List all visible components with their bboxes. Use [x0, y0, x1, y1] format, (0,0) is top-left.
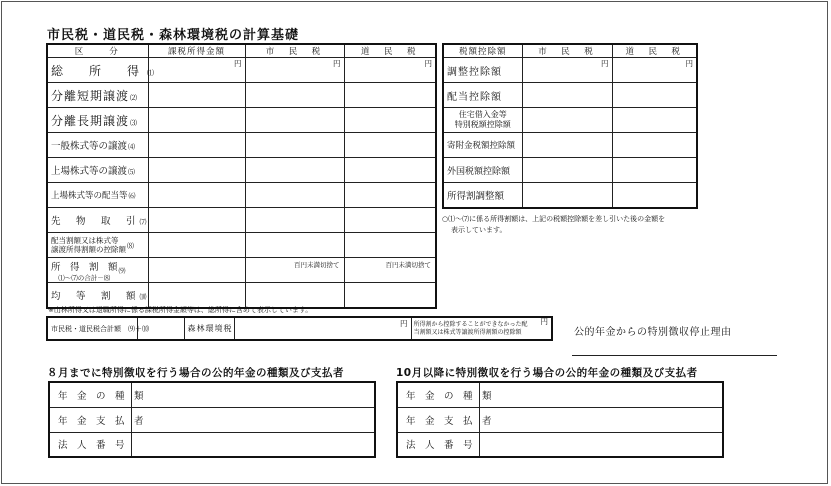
- input-cell[interactable]: [344, 208, 436, 233]
- input-cell[interactable]: 百円未満切捨て: [245, 258, 344, 283]
- table-row: [443, 108, 697, 133]
- uncollected-credit-label: 所得割から控除することができなかった配当割額又は株式等譲渡所得割額の控除額: [413, 320, 528, 336]
- tax-calculation-table: [46, 43, 437, 309]
- table-row: [443, 158, 697, 183]
- row-label: 外国税額控除額: [443, 158, 522, 183]
- input-cell[interactable]: [522, 108, 612, 133]
- header-city-tax: 市 民 税: [522, 44, 612, 58]
- field-label: 法 人 番 号: [49, 432, 131, 457]
- input-cell[interactable]: [245, 133, 344, 158]
- august-section-title: ８月までに特別徴収を行う場合の公的年金の種類及び支払者: [47, 367, 344, 379]
- input-cell[interactable]: [344, 283, 436, 308]
- input-cell[interactable]: [344, 133, 436, 158]
- table-row: [443, 83, 697, 108]
- table-row: [47, 258, 436, 283]
- input-cell[interactable]: 百円未満切捨て: [344, 258, 436, 283]
- deduction-header-row: [443, 44, 697, 58]
- table-row: [47, 133, 436, 158]
- input-cell[interactable]: [612, 83, 697, 108]
- input-cell[interactable]: [245, 158, 344, 183]
- input-cell[interactable]: [522, 83, 612, 108]
- row-label: 一般株式等の譲渡⑷: [47, 133, 148, 158]
- deduction-table: [442, 43, 698, 209]
- field-label: 法 人 番 号: [397, 432, 479, 457]
- input-cell[interactable]: [344, 233, 436, 258]
- row-label: 総 所 得⑴: [47, 58, 148, 83]
- pension-payer-field[interactable]: [131, 407, 375, 432]
- input-cell[interactable]: [344, 83, 436, 108]
- input-cell[interactable]: [148, 258, 245, 283]
- summary-table: [46, 316, 553, 341]
- input-cell[interactable]: [148, 83, 245, 108]
- input-cell[interactable]: [612, 158, 697, 183]
- field-label: 年 金 の 種 類: [397, 382, 479, 407]
- pension-stop-reason-label: 公的年金からの特別徴収停止理由: [574, 327, 732, 338]
- input-cell[interactable]: [148, 208, 245, 233]
- pension-payer-field[interactable]: [479, 407, 723, 432]
- input-cell[interactable]: [612, 183, 697, 208]
- table-header-row: [47, 44, 436, 58]
- footnote: ※山林所得又は退職所得に係る課税所得金額等は、総所得に含めて表示しています。: [48, 306, 313, 314]
- pension-type-field[interactable]: [479, 382, 723, 407]
- uncollected-credit-cell[interactable]: 円 所得割から控除することができなかった配当割額又は株式等譲渡所得割額の控除額: [411, 317, 552, 340]
- forest-tax-label: 森林環境税: [184, 317, 234, 340]
- input-cell[interactable]: [612, 108, 697, 133]
- august-pension-table: [48, 381, 376, 458]
- input-cell[interactable]: 円: [148, 58, 245, 83]
- input-cell[interactable]: [344, 183, 436, 208]
- input-cell[interactable]: [148, 158, 245, 183]
- total-tax-label: 市民税・道民税合計額 ⑼＋⑽: [47, 317, 137, 340]
- row-label: 調整控除額: [443, 58, 522, 83]
- header-prefectural-tax: 道 民 税: [344, 44, 436, 58]
- header-category: 区 分: [47, 44, 148, 58]
- input-cell[interactable]: [245, 183, 344, 208]
- header-deduction: 税額控除額: [443, 44, 522, 58]
- table-row: [47, 83, 436, 108]
- table-row: [443, 133, 697, 158]
- pension-type-field[interactable]: [131, 382, 375, 407]
- input-cell[interactable]: [148, 108, 245, 133]
- input-cell[interactable]: [148, 183, 245, 208]
- header-prefectural-tax: 道 民 税: [612, 44, 697, 58]
- corporate-number-field[interactable]: [131, 432, 375, 457]
- pension-stop-reason-line[interactable]: [572, 355, 777, 356]
- input-cell[interactable]: [245, 83, 344, 108]
- row-label: 先 物 取 引⑺: [47, 208, 148, 233]
- field-label: 年 金 支 払 者: [49, 407, 131, 432]
- table-row: [47, 183, 436, 208]
- input-cell[interactable]: [245, 108, 344, 133]
- input-cell[interactable]: 円: [344, 58, 436, 83]
- field-label: 年 金 支 払 者: [397, 407, 479, 432]
- october-section-title: 10月以降に特別徴収を行う場合の公的年金の種類及び支払者: [396, 367, 698, 379]
- field-label: 年 金 の 種 類: [49, 382, 131, 407]
- total-tax-value[interactable]: [137, 317, 184, 340]
- table-row: [47, 208, 436, 233]
- table-row: [47, 58, 436, 83]
- table-row: [47, 233, 436, 258]
- input-cell[interactable]: [522, 133, 612, 158]
- row-label: 上場株式等の配当等⑹: [47, 183, 148, 208]
- input-cell[interactable]: [522, 158, 612, 183]
- input-cell[interactable]: 円: [612, 58, 697, 83]
- october-pension-table: [396, 381, 724, 458]
- page-title: 市民税・道民税・森林環境税の計算基礎: [47, 28, 300, 43]
- input-cell[interactable]: [344, 158, 436, 183]
- row-label: 上場株式等の譲渡⑸: [47, 158, 148, 183]
- row-label: 配当控除額: [443, 83, 522, 108]
- table-row: [443, 183, 697, 208]
- table-row: [47, 108, 436, 133]
- input-cell[interactable]: [148, 283, 245, 308]
- row-label: 分離長期譲渡⑶: [47, 108, 148, 133]
- forest-tax-value[interactable]: 円: [234, 317, 411, 340]
- input-cell[interactable]: 円: [522, 58, 612, 83]
- deduction-note: ○⑴～⑺に係る所得割額は、上記の税額控除額を差し引いた後の金額を 表示しています。: [442, 215, 666, 234]
- row-label: 均 等 割 額⑽: [47, 283, 148, 308]
- table-row: [47, 158, 436, 183]
- row-label: 分離短期譲渡⑵: [47, 83, 148, 108]
- header-taxable-income: 課税所得金額: [148, 44, 245, 58]
- row-label: 所 得 割 額 ⑴～⑺の合計－⑻ ⑼: [47, 258, 148, 283]
- input-cell[interactable]: 円: [245, 58, 344, 83]
- row-label: 寄附金税額控除額: [443, 133, 522, 158]
- table-row: [47, 283, 436, 308]
- input-cell[interactable]: [612, 133, 697, 158]
- table-row: [443, 58, 697, 83]
- input-cell[interactable]: [148, 233, 245, 258]
- input-cell[interactable]: [522, 183, 612, 208]
- input-cell[interactable]: [245, 283, 344, 308]
- header-city-tax: 市 民 税: [245, 44, 344, 58]
- corporate-number-field[interactable]: [479, 432, 723, 457]
- input-cell[interactable]: [245, 233, 344, 258]
- row-label: 所得割調整額: [443, 183, 522, 208]
- row-label: 住宅借入金等 特別税額控除額: [443, 108, 522, 133]
- input-cell[interactable]: [344, 108, 436, 133]
- input-cell[interactable]: [245, 208, 344, 233]
- row-label: 配当割額又は株式等 譲渡所得割額の控除額 ⑻: [47, 233, 148, 258]
- input-cell[interactable]: [148, 133, 245, 158]
